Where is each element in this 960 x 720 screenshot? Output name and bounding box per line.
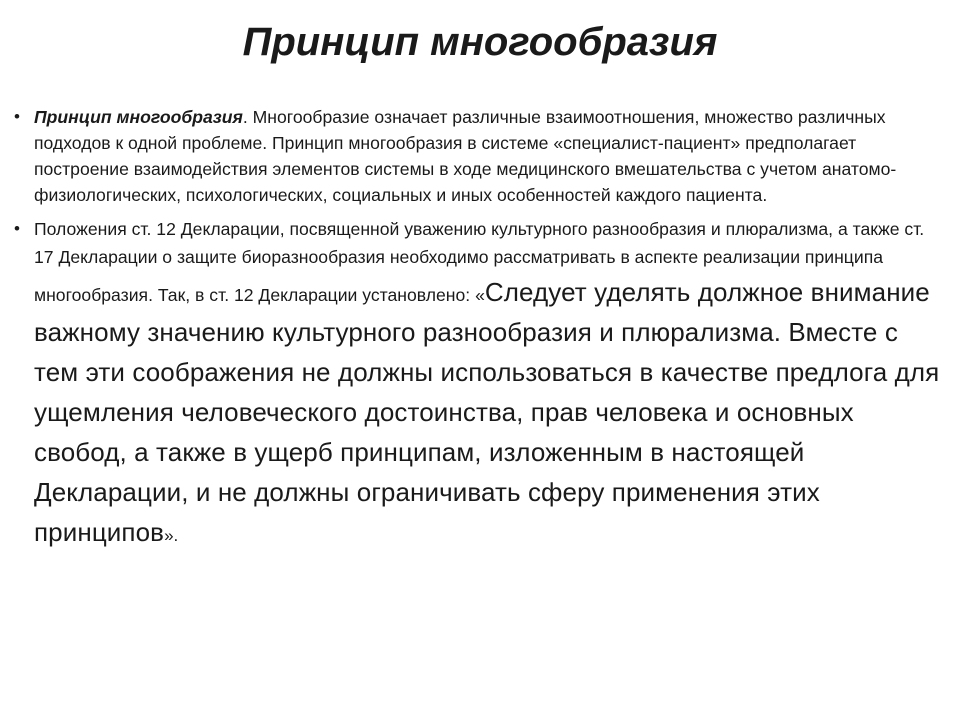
bullet-marker: •	[14, 107, 20, 126]
bullet-item-1	[14, 104, 944, 208]
slide-title: Принцип многообразия	[242, 20, 718, 64]
bullet-intro-text: Положения ст. 12 Декларации, посвященной уважению культурного разнообразия и плюрализма, а также ст. 17 Декларации о защите биоразнообразия необходимо рассматривать в аспекте реализации принципа многообразия. Так, в ст. 12 Декларации установлено: «	[34, 219, 925, 305]
bullet-quote-end: ».	[164, 526, 179, 545]
bullet-quote-text: Следует уделять должное внимание важному значению культурного разнообразия и плюрализма. Вместе с тем эти соображения не должны использоваться в качестве предлога для ущемления человеческого достоинства, прав человека и основных свобод, а также в ущерб принципам, изложенным в настоящей Декларации, и не должны ограничивать сферу применения этих принципов	[34, 277, 940, 547]
bullet-lead-text: Принцип многообразия	[34, 107, 243, 127]
slide-content	[14, 104, 944, 560]
bullet-marker: •	[14, 219, 20, 238]
bullet-paragraph-1	[34, 104, 944, 208]
bullet-body-text: . Многообразие означает различные взаимоотношения, множество различных подходов к одной проблеме. Принцип многообразия в системе «специалист-пациент» предполагает построение взаимодействия элементов системы в ходе медицинского вмешательства с учетом анатомо-физиологических, психологических, социальных и иных особенностей каждого пациента.	[34, 107, 897, 205]
bullet-paragraph-2	[34, 216, 944, 552]
bullet-item-2	[14, 216, 944, 552]
